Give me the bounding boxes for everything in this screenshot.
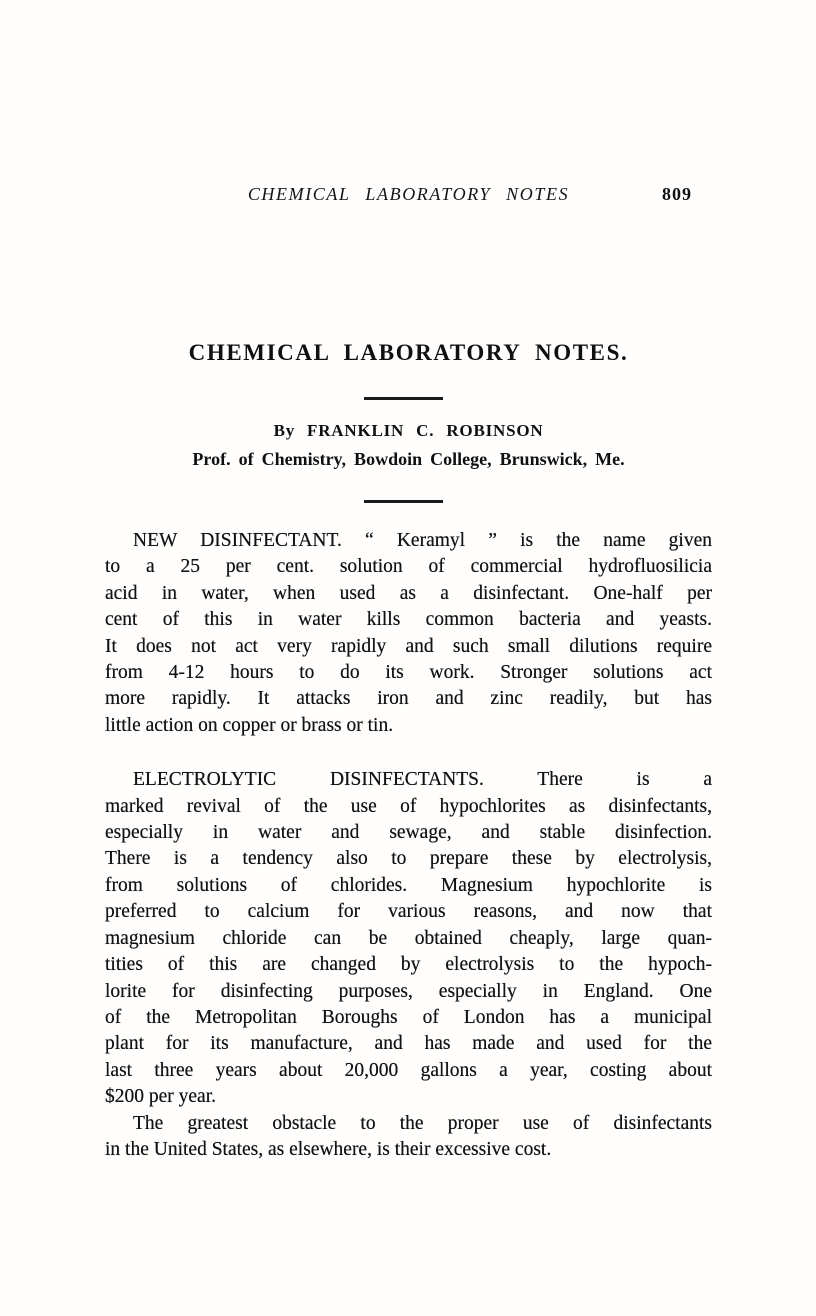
text-line: The greatest obstacle to the proper use of disinfectants	[133, 1112, 712, 1134]
text-line: plant for its manufacture, and has made and used for the	[105, 1033, 712, 1055]
text-line: last three years about 20,000 gallons a year, costing about	[105, 1059, 712, 1081]
running-header: CHEMICAL LABORATORY NOTES	[247, 184, 570, 204]
byline: By FRANKLIN C. ROBINSON	[273, 421, 544, 440]
page-number: 809	[662, 184, 692, 204]
text-line: It does not act very rapidly and such small dilutions require	[105, 635, 712, 657]
text-line: There is a tendency also to prepare these by electrolysis,	[105, 848, 712, 870]
paragraph-greatest-obstacle	[105, 1111, 712, 1164]
divider-rule-top	[364, 397, 443, 400]
text-line: more rapidly. It attacks iron and zinc readily, but has	[105, 688, 712, 710]
text-line: little action on copper or brass or tin.	[105, 714, 394, 736]
text-line: from 4-12 hours to do its work. Stronger solutions act	[105, 662, 712, 684]
text-line: tities of this are changed by electrolysis to the hypoch-	[105, 954, 712, 976]
text-line: from solutions of chlorides. Magnesium hypochlorite is	[105, 874, 712, 896]
text-line: magnesium chloride can be obtained cheaply, large quan-	[105, 927, 712, 949]
text-line: of the Metropolitan Boroughs of London has a municipal	[105, 1006, 712, 1028]
text-line: in the United States, as elsewhere, is their excessive cost.	[105, 1138, 552, 1160]
text-line: especially in water and sewage, and stable disinfection.	[105, 822, 712, 844]
author-affiliation: Prof. of Chemistry, Bowdoin College, Brunswick, Me.	[192, 449, 625, 469]
paragraph-new-disinfectant	[105, 528, 712, 739]
text-line: acid in water, when used as a disinfectant. One-half per	[105, 582, 712, 604]
paragraph-electrolytic-disinfectants	[105, 767, 712, 1110]
text-line: to a 25 per cent. solution of commercial hydrofluosilicia	[105, 556, 712, 578]
text-line: lorite for disinfecting purposes, especially in England. One	[105, 980, 712, 1002]
article-body	[105, 528, 712, 1163]
text-line: preferred to calcium for various reasons, and now that	[105, 901, 712, 923]
article-title: CHEMICAL LABORATORY NOTES.	[188, 340, 629, 365]
text-line: NEW DISINFECTANT. “ Keramyl ” is the name given	[133, 530, 712, 551]
text-line: $200 per year.	[105, 1086, 217, 1108]
text-line: marked revival of the use of hypochlorites as disinfectants,	[105, 795, 712, 817]
text-line: ELECTROLYTIC DISINFECTANTS. There is a	[133, 769, 712, 791]
divider-rule-bottom	[364, 500, 443, 503]
text-line: cent of this in water kills common bacteria and yeasts.	[105, 609, 712, 631]
